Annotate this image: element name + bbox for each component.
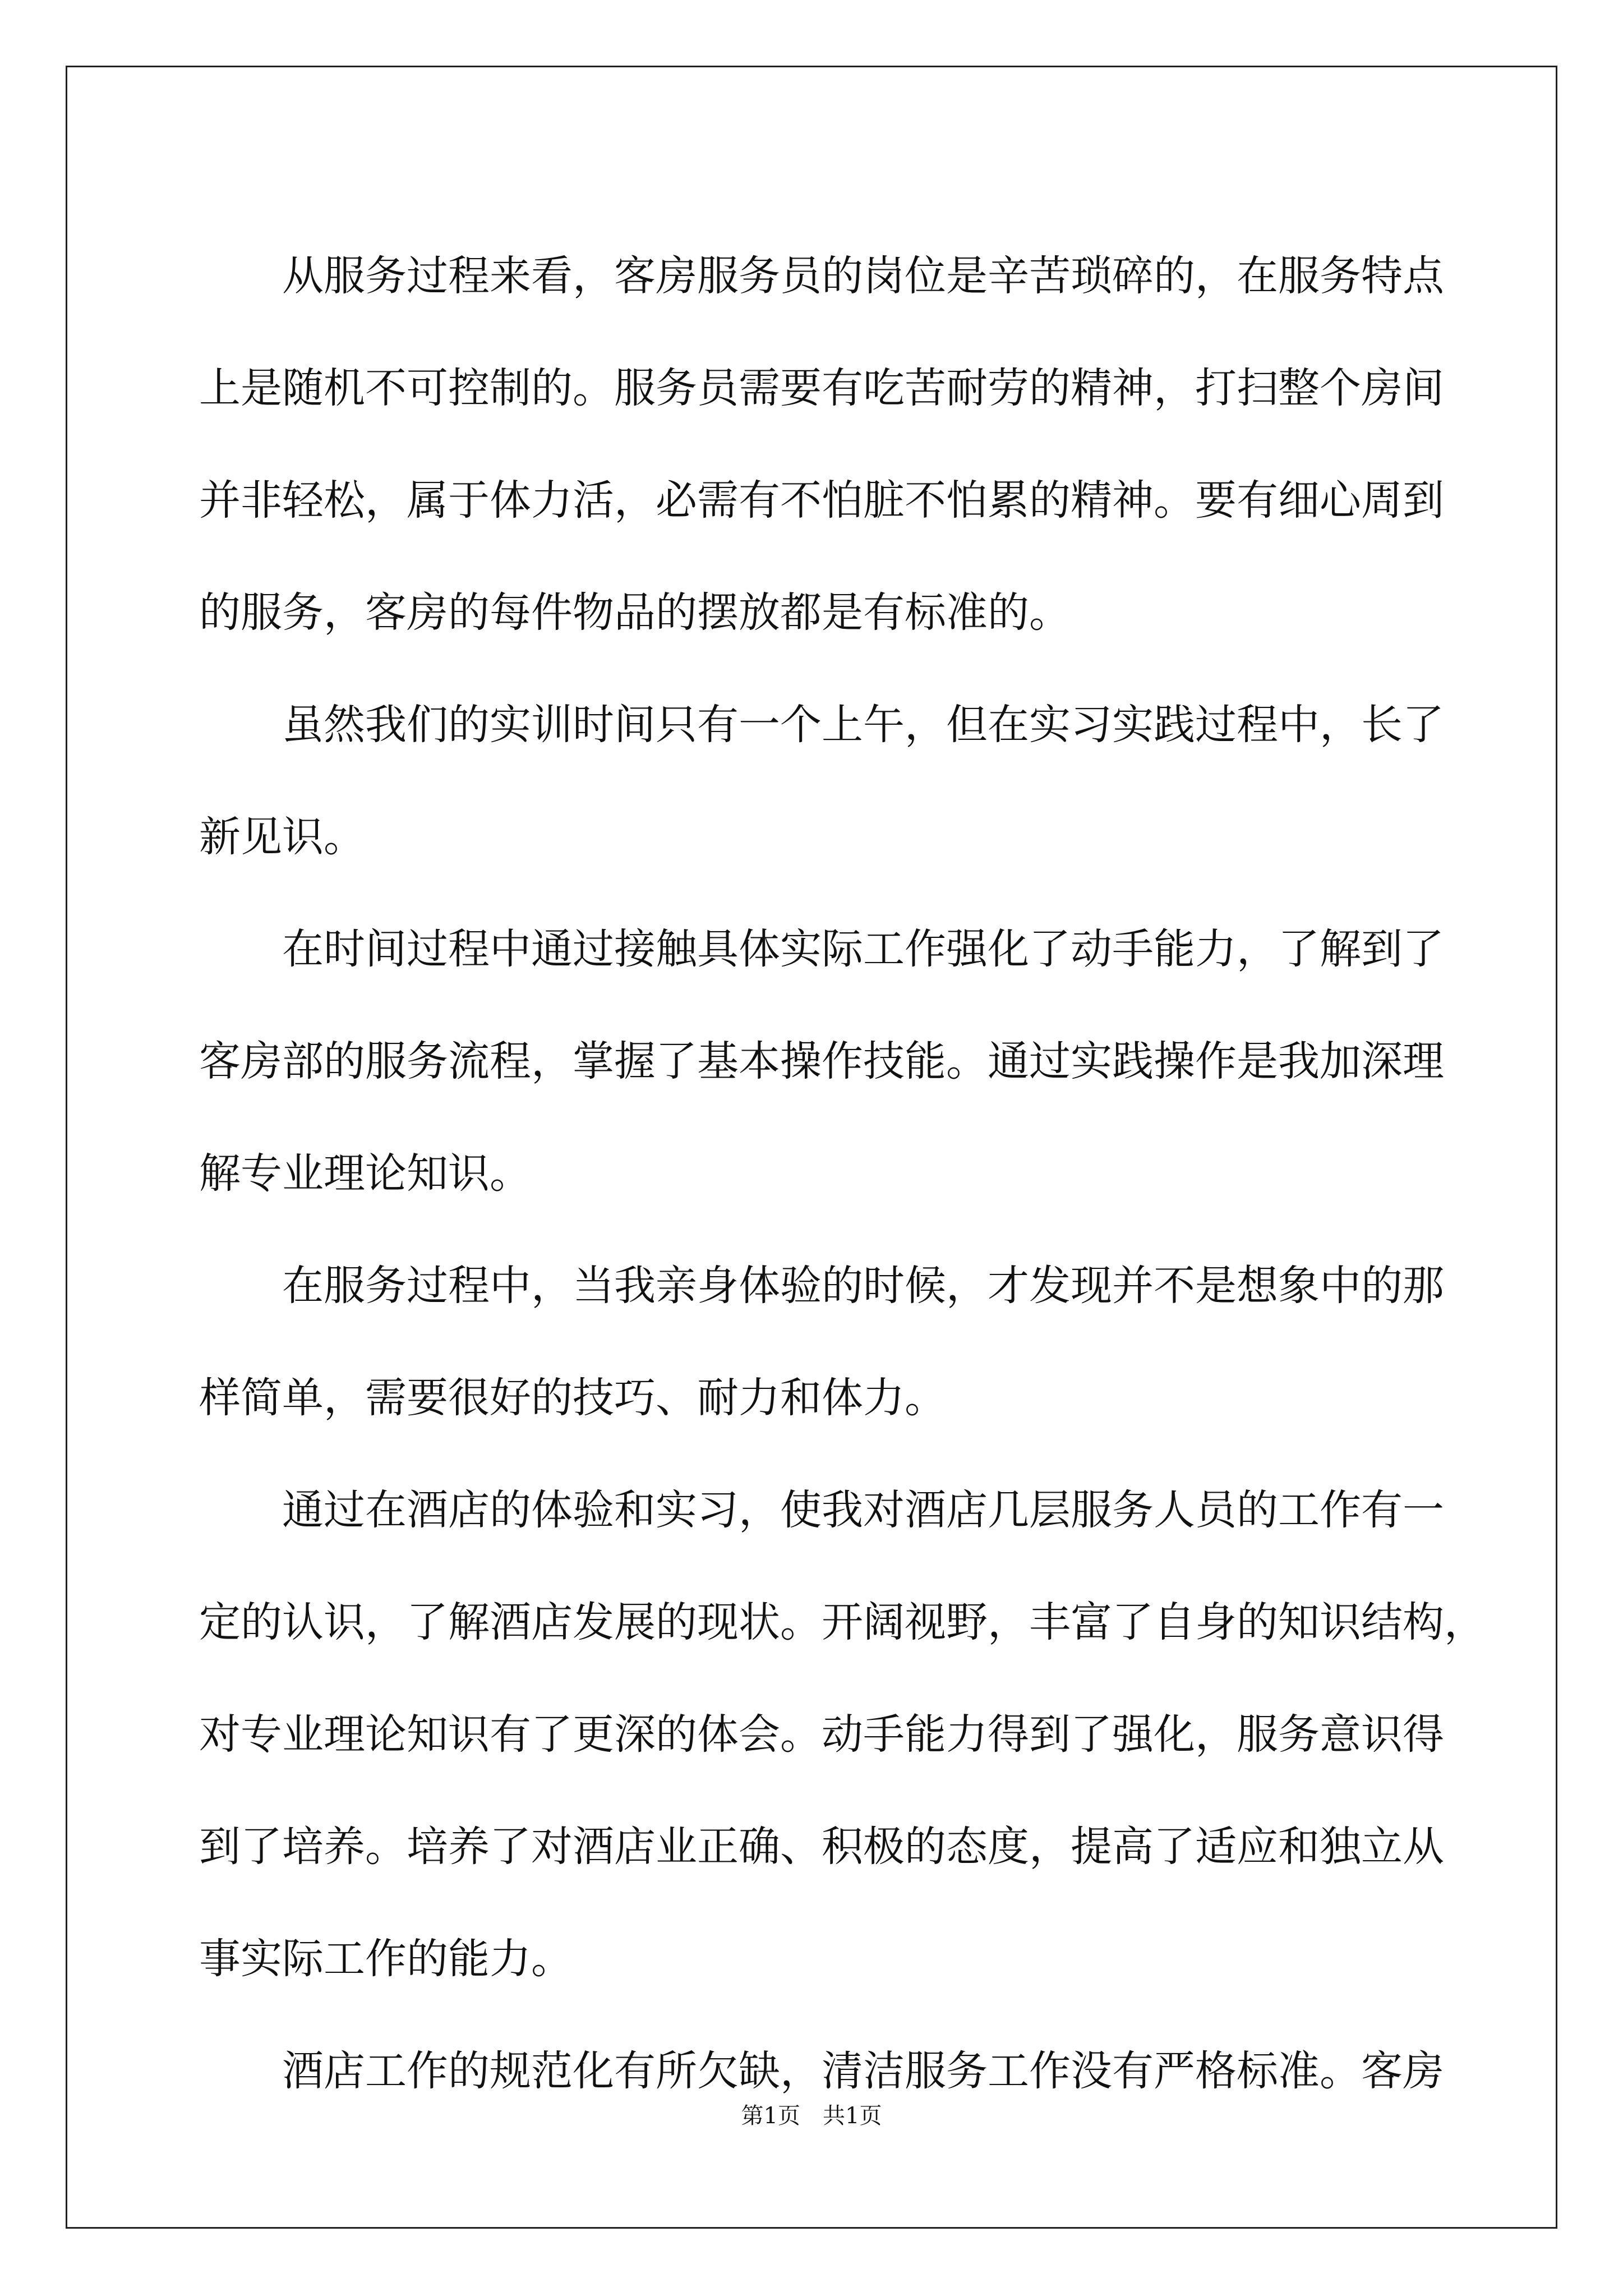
text-line: 新见识。	[199, 813, 365, 861]
text-line: 的服务，客房的每件物品的摆放都是有标准的。	[199, 588, 1071, 637]
text-line: 从服务过程来看，客房服务员的岗位是辛苦琐碎的，在服务特点	[282, 252, 1444, 300]
page-footer: 第1页 共1页	[741, 2103, 882, 2129]
text-line: 客房部的服务流程，掌握了基本操作技能。通过实践操作是我加深理	[199, 1037, 1444, 1085]
text-line: 事实际工作的能力。	[199, 1935, 573, 1983]
document-body	[199, 220, 1486, 2127]
text-line: 酒店工作的规范化有所欠缺，清洁服务工作没有严格标准。客房	[282, 2047, 1444, 2095]
text-line: 样简单，需要很好的技巧、耐力和体力。	[199, 1374, 946, 1422]
text-line: 在服务过程中，当我亲身体验的时候，才发现并不是想象中的那	[282, 1262, 1444, 1310]
text-line: 通过在酒店的体验和实习，使我对酒店几层服务人员的工作有一	[282, 1486, 1444, 1534]
text-line: 对专业理论知识有了更深的体会。动手能力得到了强化，服务意识得	[199, 1710, 1444, 1759]
text-line: 在时间过程中通过接触具体实际工作强化了动手能力，了解到了	[282, 925, 1444, 973]
text-line: 虽然我们的实训时间只有一个上午，但在实习实践过程中，长了	[282, 701, 1444, 749]
text-line: 解专业理论知识。	[199, 1149, 531, 1198]
text-line: 上是随机不可控制的。服务员需要有吃苦耐劳的精神，打扫整个房间	[199, 364, 1444, 412]
text-line: 到了培养。培养了对酒店业正确、积极的态度，提高了适应和独立从	[199, 1823, 1444, 1871]
text-line: 并非轻松，属于体力活，必需有不怕脏不怕累的精神。要有细心周到	[199, 476, 1444, 524]
text-line: 定的认识，了解酒店发展的现状。开阔视野，丰富了自身的知识结构，	[199, 1598, 1486, 1646]
